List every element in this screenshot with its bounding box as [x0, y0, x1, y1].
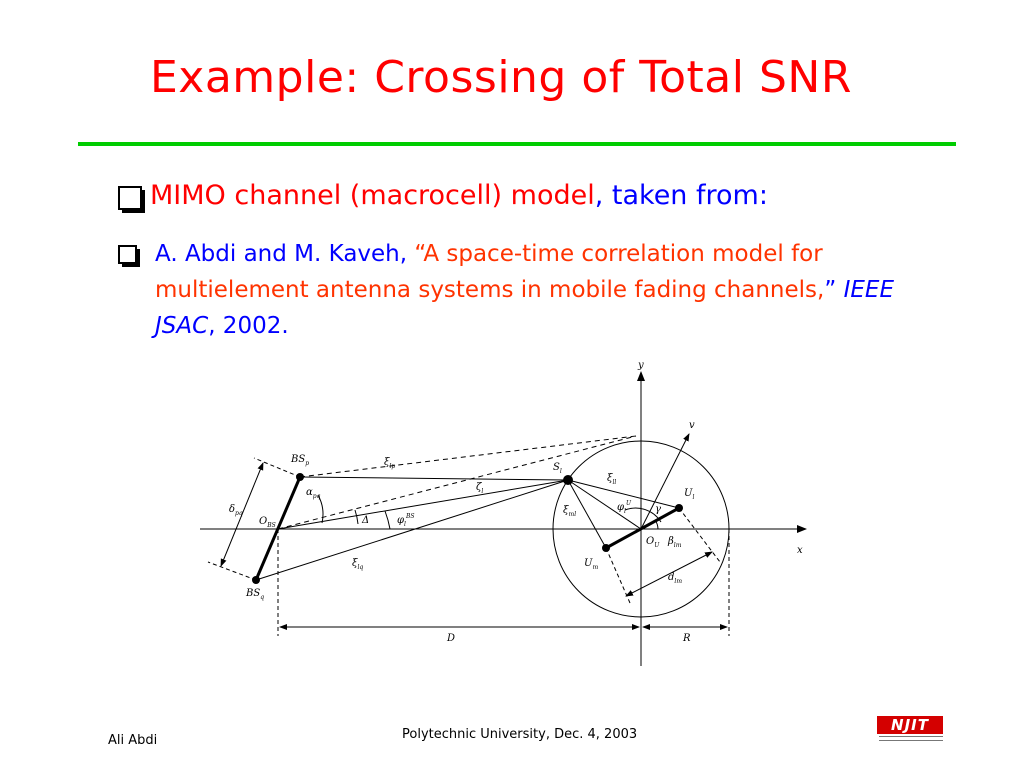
reference-close-quote: ” — [824, 277, 837, 303]
y-axis-label: y — [638, 360, 644, 371]
footer-center: Polytechnic University, Dec. 4, 2003 — [402, 727, 638, 742]
o-bs-label: $O_{BS}$ — [259, 516, 276, 529]
o-u-label: $O_U$ — [646, 536, 660, 549]
bs-p-label: $BS_p$ — [291, 454, 310, 467]
taken-from-text: , taken from: — [594, 180, 768, 211]
reference-journal: IEEE JSAC — [155, 277, 894, 339]
u-m-label: $U_m$ — [584, 558, 599, 571]
reference-open-quote: “ — [414, 241, 424, 267]
phi-u-label: $\varphi_l^U$ — [617, 500, 631, 515]
alpha-pq-label: $\alpha_{pq}$ — [306, 487, 321, 500]
beta-lm-label: $\beta_{lm}$ — [668, 536, 682, 549]
d-label: D — [447, 633, 456, 644]
reference-title: A space-time correlation model for multielement antenna systems in mobile fading channels, — [155, 241, 825, 303]
bs-q-label: $BS_q$ — [246, 588, 265, 601]
reference-year: , 2002. — [208, 313, 289, 339]
njit-logo-mark: NJIT — [877, 716, 943, 734]
delta-pq-label: $\delta_{pq}$ — [229, 504, 243, 517]
reference-authors: A. Abdi and M. Kaveh, — [155, 241, 415, 267]
xi-ll-label: $\xi_{ll}$ — [607, 473, 617, 486]
njit-logo-underline — [879, 736, 943, 741]
gamma-label: γ — [655, 504, 661, 515]
u-l-label: $U_l$ — [684, 488, 695, 501]
xi-ml-label: $\xi_{ml}$ — [563, 505, 577, 518]
d-lm-label: $d_{lm}$ — [668, 572, 683, 585]
r-label: R — [683, 633, 691, 644]
delta-label: Δ — [362, 515, 370, 526]
xi-lp-label: $\xi_{lp}$ — [384, 457, 396, 470]
xi-lq-label: $\xi_{lq}$ — [352, 558, 364, 571]
v-label: v — [689, 420, 695, 431]
njit-logo — [877, 716, 943, 744]
slide-title: Example: Crossing of Total SNR — [150, 52, 852, 103]
x-axis-label: x — [797, 545, 803, 556]
phi-bs-label: $\varphi_l^{BS}$ — [397, 513, 415, 528]
zeta-l-label: $\zeta_l$ — [476, 482, 484, 495]
mimo-model-text: MIMO channel (macrocell) model — [150, 180, 595, 211]
s-l-label: $S_l$ — [553, 462, 562, 475]
footer-author: Ali Abdi — [108, 733, 158, 748]
